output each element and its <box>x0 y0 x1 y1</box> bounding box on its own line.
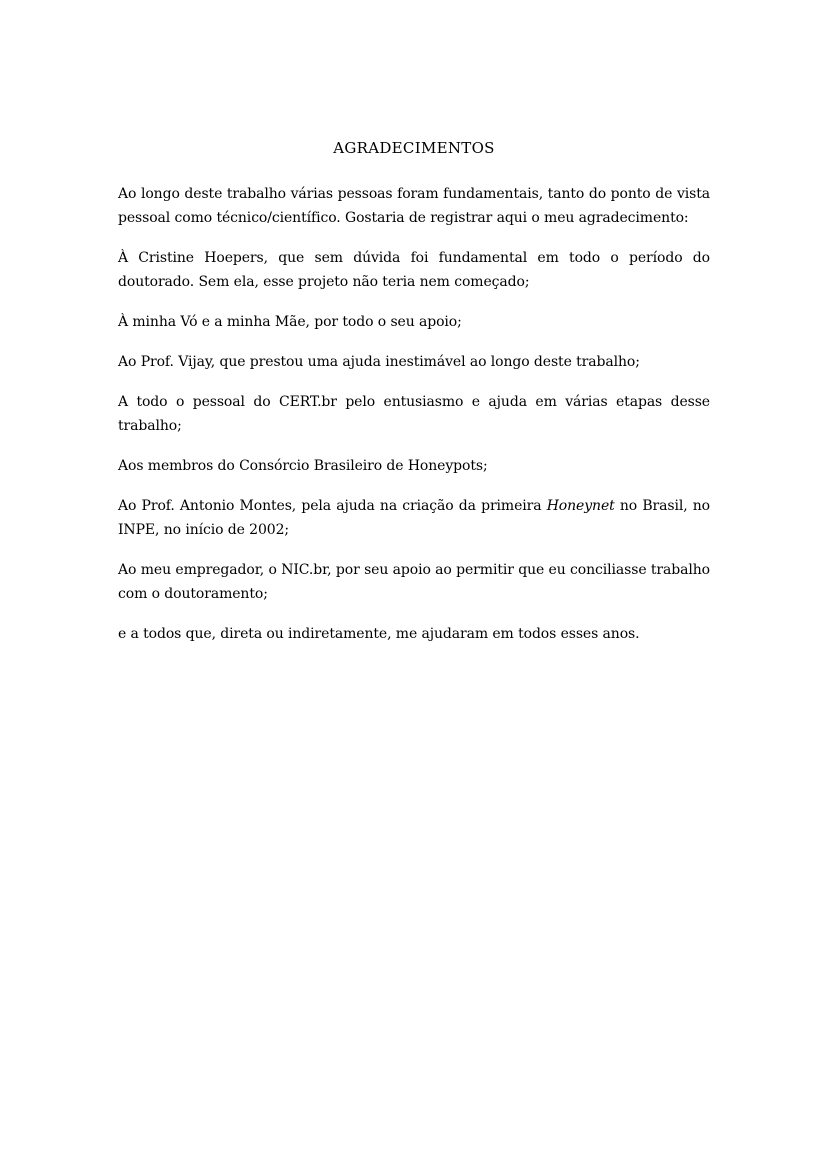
paragraph-8: Ao meu empregador, o NIC.br, por seu apoio ao permitir que eu conciliasse trabalho com o doutoramento; <box>118 562 710 602</box>
paragraph-7-text-after: no Brasil, no INPE, no início de 2002; <box>118 498 710 538</box>
acknowledgements-body <box>118 182 710 662</box>
paragraph-1: Ao longo deste trabalho várias pessoas foram fundamentais, tanto do ponto de vista pessoal como técnico/científico. Gostaria de registrar aqui o meu agradecimento: <box>118 186 710 226</box>
paragraph-4: Ao Prof. Vijay, que prestou uma ajuda inestimável ao longo deste trabalho; <box>118 354 640 370</box>
paragraph-3: À minha Vó e a minha Mãe, por todo o seu apoio; <box>118 314 462 330</box>
paragraph-7 <box>118 494 710 542</box>
paragraph-7-text-before: Ao Prof. Antonio Montes, pela ajuda na criação da primeira <box>118 498 547 514</box>
page-title: AGRADECIMENTOS <box>333 139 495 157</box>
paragraph-6: Aos membros do Consórcio Brasileiro de Honeypots; <box>118 458 488 474</box>
paragraph-5: A todo o pessoal do CERT.br pelo entusiasmo e ajuda em várias etapas desse trabalho; <box>118 394 710 434</box>
paragraph-7-emphasis: Honeynet <box>546 498 615 514</box>
paragraph-2: À Cristine Hoepers, que sem dúvida foi fundamental em todo o período do doutorado. Sem ela, esse projeto não teria nem começado; <box>118 250 710 290</box>
paragraph-9: e a todos que, direta ou indiretamente, me ajudaram em todos esses anos. <box>118 626 640 642</box>
